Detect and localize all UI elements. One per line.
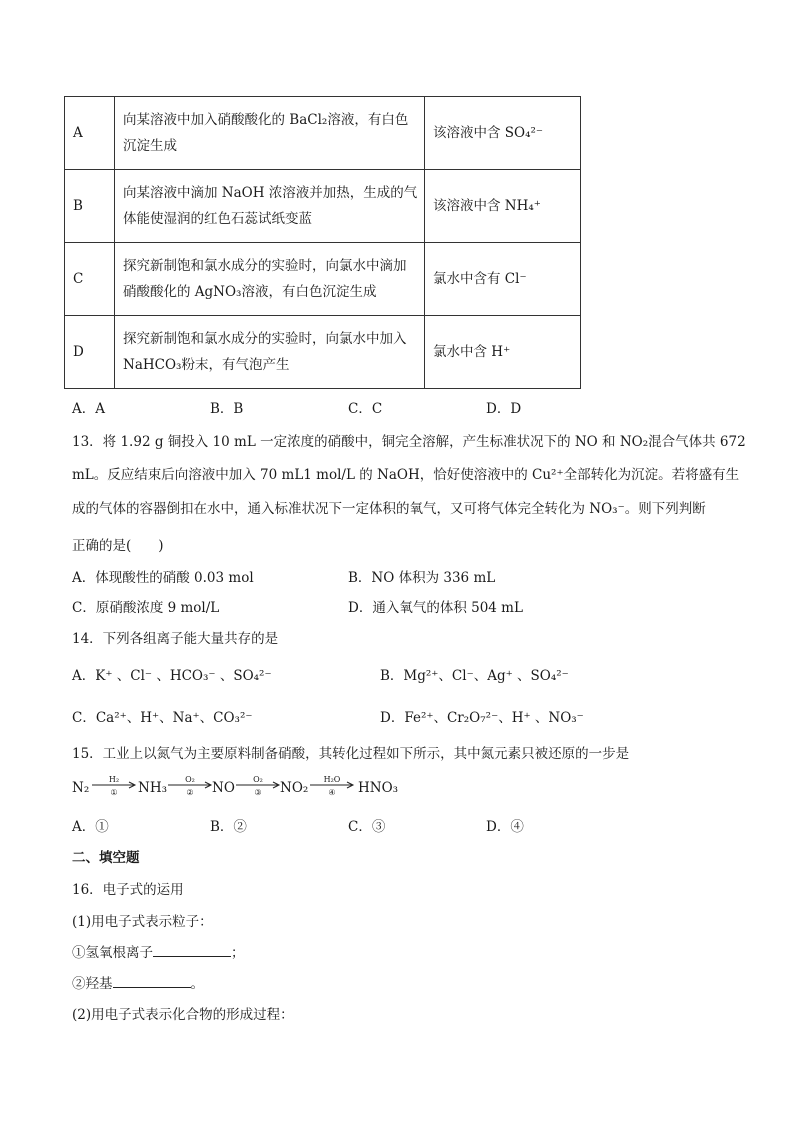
item-label: ①氢氧根离子 bbox=[72, 945, 153, 961]
row-label: D bbox=[65, 316, 115, 389]
desc-line: 沉淀生成 bbox=[123, 138, 177, 154]
q13-stem-line: mL。反应结束后向溶液中加入 70 mL1 mol/L 的 NaOH，恰好使溶液中的 Cu²⁺全部转化为沉淀。若将盛有生 bbox=[72, 467, 740, 483]
option-c[interactable]: C．原硝酸浓度 9 mol/L bbox=[72, 600, 220, 616]
reagent-label: O₂ bbox=[185, 775, 195, 784]
q16-title: 16．电子式的运用 bbox=[72, 882, 184, 898]
desc-line: 探究新制饱和氯水成分的实验时，向氯水中加入 bbox=[123, 331, 407, 347]
option-d[interactable]: D．通入氧气的体积 504 mL bbox=[348, 600, 523, 616]
item-punct: ； bbox=[231, 945, 245, 961]
option-c[interactable]: C．③ bbox=[348, 819, 386, 835]
option-a[interactable]: A．体现酸性的硝酸 0.03 mol bbox=[72, 570, 254, 586]
q15-stem: 15．工业上以氮气为主要原料制备硝酸，其转化过程如下所示，其中氮元素只被还原的一步是 bbox=[72, 746, 630, 762]
q13-stem-line: 13．将 1.92 g 铜投入 10 mL 一定浓度的硝酸中，铜完全溶解，产生标准状况下的 NO 和 NO₂混合气体共 672 bbox=[72, 434, 746, 450]
answer-blank[interactable] bbox=[113, 975, 191, 988]
row-description bbox=[115, 243, 425, 316]
table-row bbox=[65, 97, 581, 170]
reagent-label: H₂ bbox=[108, 775, 120, 784]
q16-subpart-2: (2)用电子式表示化合物的形成过程： bbox=[72, 1007, 294, 1023]
step-label: ④ bbox=[328, 788, 336, 797]
species-label: NO₂ bbox=[280, 780, 309, 796]
species-label: HNO₃ bbox=[358, 780, 399, 796]
q16-item-2 bbox=[72, 972, 204, 992]
desc-line: 向某溶液中滴加 NaOH 浓溶液并加热，生成的气 bbox=[123, 185, 418, 201]
reagent-label: O₂ bbox=[253, 775, 263, 784]
option-b[interactable]: B．NO 体积为 336 mL bbox=[348, 570, 496, 586]
option-c[interactable]: C．C bbox=[348, 401, 383, 417]
desc-line: 探究新制饱和氯水成分的实验时，向氯水中滴加 bbox=[123, 258, 407, 274]
desc-line: 硝酸酸化的 AgNO₃溶液，有白色沉淀生成 bbox=[123, 284, 377, 300]
row-description bbox=[115, 97, 425, 170]
desc-line: 向某溶液中加入硝酸酸化的 BaCl₂溶液，有白色 bbox=[123, 112, 409, 128]
option-a[interactable]: A．K⁺ 、Cl⁻ 、HCO₃⁻ 、SO₄²⁻ bbox=[72, 668, 272, 684]
option-b[interactable]: B．② bbox=[210, 819, 247, 835]
q16-subpart-1: (1)用电子式表示粒子： bbox=[72, 914, 213, 930]
step-label: ② bbox=[186, 788, 194, 797]
row-conclusion: 该溶液中含 NH₄⁺ bbox=[425, 170, 581, 243]
option-b[interactable]: B．B bbox=[210, 401, 244, 417]
row-label: A bbox=[65, 97, 115, 170]
row-description bbox=[115, 170, 425, 243]
q16-item-1 bbox=[72, 941, 245, 961]
section-heading: 二、填空题 bbox=[72, 850, 140, 866]
row-conclusion: 氯水中含有 Cl⁻ bbox=[425, 243, 581, 316]
answer-blank[interactable] bbox=[153, 944, 231, 957]
item-punct: 。 bbox=[190, 976, 204, 992]
option-d[interactable]: D．Fe²⁺、Cr₂O₇²⁻、H⁺ 、NO₃⁻ bbox=[380, 710, 584, 726]
option-a[interactable]: A．① bbox=[72, 819, 109, 835]
option-a[interactable]: A．A bbox=[72, 401, 105, 417]
row-conclusion: 氯水中含 H⁺ bbox=[425, 316, 581, 389]
row-conclusion: 该溶液中含 SO₄²⁻ bbox=[425, 97, 581, 170]
option-c[interactable]: C．Ca²⁺、H⁺、Na⁺、CO₃²⁻ bbox=[72, 710, 253, 726]
species-label: NH₃ bbox=[138, 780, 167, 796]
reagent-label: H₂O bbox=[323, 775, 341, 784]
step-label: ① bbox=[110, 788, 118, 797]
q13-stem-line: 成的气体的容器倒扣在水中，通入标准状况下一定体积的氧气，又可将气体完全转化为 NO₃⁻。则下列判断 bbox=[72, 501, 706, 517]
step-label: ③ bbox=[254, 788, 262, 797]
row-label: B bbox=[65, 170, 115, 243]
item-label: ②羟基 bbox=[72, 976, 113, 992]
table-row bbox=[65, 170, 581, 243]
conversion-chain bbox=[72, 775, 432, 799]
option-d[interactable]: D．D bbox=[486, 401, 522, 417]
desc-line: 体能使湿润的红色石蕊试纸变蓝 bbox=[123, 211, 312, 227]
species-label: NO bbox=[212, 780, 235, 796]
experiment-table bbox=[64, 96, 581, 389]
table-row bbox=[65, 316, 581, 389]
q13-stem-line: 正确的是( ) bbox=[72, 538, 164, 554]
option-b[interactable]: B．Mg²⁺、Cl⁻、Ag⁺ 、SO₄²⁻ bbox=[380, 668, 569, 684]
option-d[interactable]: D．④ bbox=[486, 819, 524, 835]
row-description bbox=[115, 316, 425, 389]
table-row bbox=[65, 243, 581, 316]
species-label: N₂ bbox=[72, 780, 90, 796]
row-label: C bbox=[65, 243, 115, 316]
desc-line: NaHCO₃粉末，有气泡产生 bbox=[123, 357, 290, 373]
q14-stem: 14．下列各组离子能大量共存的是 bbox=[72, 631, 279, 647]
